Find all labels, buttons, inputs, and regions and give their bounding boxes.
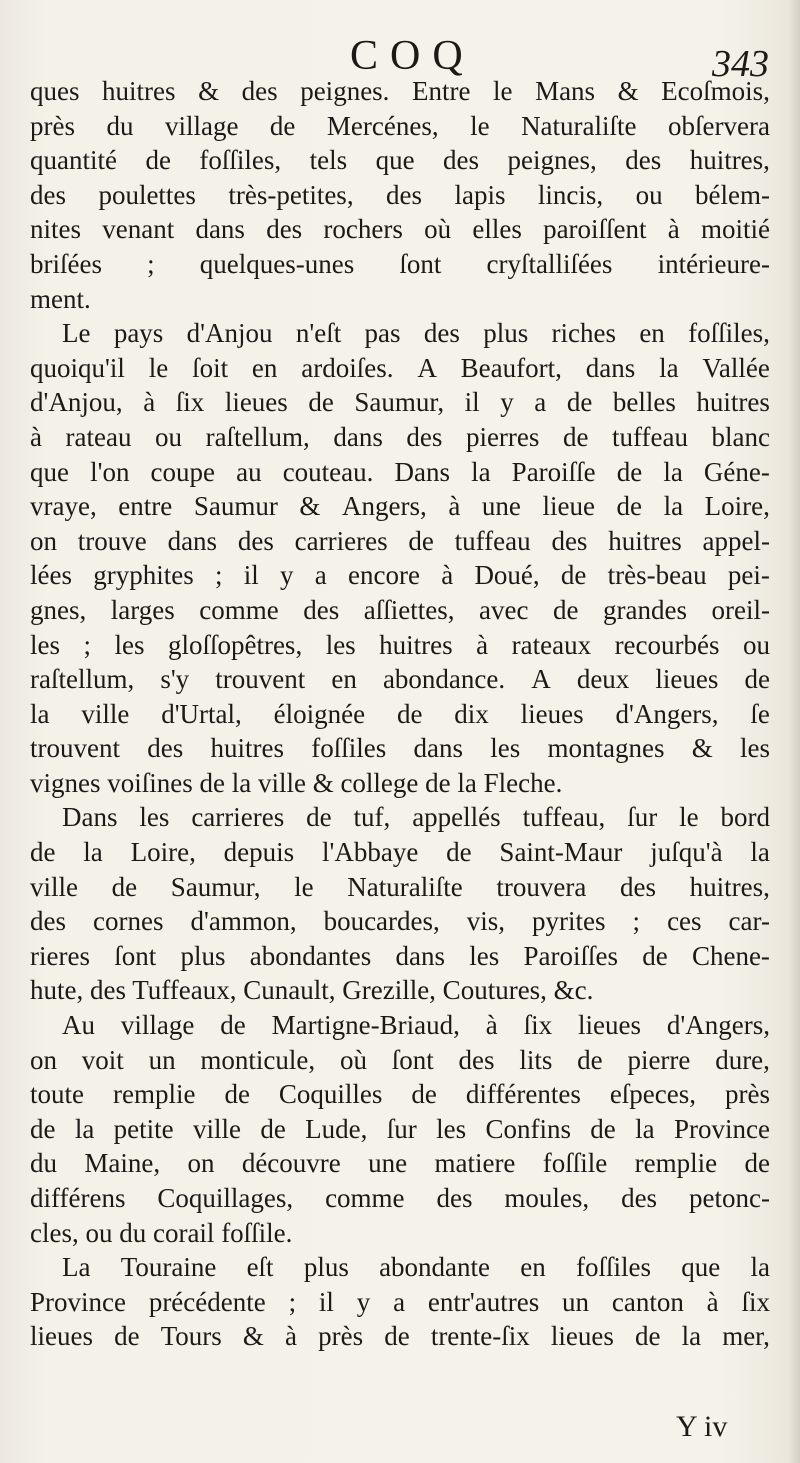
- text-line: à rateau ou raſtellum, dans des pierres de tuffeau blanc: [30, 421, 770, 452]
- text-line: on trouve dans des carrieres de tuffeau des huitres appel-: [30, 525, 770, 556]
- text-line: trouvent des huitres foſſiles dans les montagnes & les: [30, 733, 770, 764]
- text-line: nites venant dans des rochers où elles paroiſſent à moitié: [30, 214, 770, 245]
- text-line: des poulettes très-petites, des lapis lincis, ou bélem-: [30, 179, 770, 210]
- text-line: de la Loire, depuis l'Abbaye de Saint-Maur juſqu'à la: [30, 837, 770, 868]
- text-line: lieues de Tours & à près de trente-ſix lieues de la mer,: [30, 1321, 770, 1352]
- page-edge: [788, 0, 800, 1463]
- text-line: vignes voiſines de la ville & college de la Fleche.: [30, 767, 563, 798]
- text-line: ques huitres & des peignes. Entre le Mans & Ecoſmois,: [30, 76, 770, 106]
- text-line: on voit un monticule, où ſont des lits de pierre dure,: [30, 1044, 770, 1075]
- text-line: quantité de foſſiles, tels que des peignes, des huitres,: [30, 145, 770, 176]
- text-line: hute, des Tuffeaux, Cunault, Grezille, Coutures, &c.: [30, 975, 594, 1006]
- running-head: COQ: [350, 33, 475, 79]
- text-line: Province précédente ; il y a entr'autres un canton à ſix: [30, 1286, 770, 1317]
- text-line: les ; les gloſſopêtres, les huitres à rateaux recourbés ou: [30, 629, 770, 660]
- text-line: briſées ; quelques-unes ſont cryſtalliſées intérieure-: [30, 248, 770, 279]
- text-line: cles, ou du corail foſſile.: [30, 1217, 293, 1248]
- text-line: raſtellum, s'y trouvent en abondance. A deux lieues de: [30, 664, 770, 695]
- text-line: ville de Saumur, le Naturaliſte trouvera des huitres,: [30, 871, 770, 902]
- text-line: Le pays d'Anjou n'eſt pas des plus riches en foſſiles,: [62, 318, 770, 349]
- text-line: quoiqu'il le ſoit en ardoiſes. A Beaufort, dans la Vallée: [30, 352, 770, 383]
- text-line: que l'on coupe au couteau. Dans la Paroiſſe de la Géne-: [30, 456, 770, 487]
- text-line: lées gryphites ; il y a encore à Doué, de très-beau pei-: [30, 560, 770, 591]
- text-line: gnes, larges comme des aſſiettes, avec de grandes oreil-: [30, 594, 770, 625]
- body-text: [30, 74, 770, 1354]
- catchword: Y iv: [676, 1410, 728, 1443]
- text-line: Au village de Martigne-Briaud, à ſix lieues d'Angers,: [62, 1010, 770, 1041]
- text-line: ment.: [30, 283, 91, 314]
- text-line: vraye, entre Saumur & Angers, à une lieue de la Loire,: [30, 491, 770, 522]
- text-line: des cornes d'ammon, boucardes, vis, pyrites ; ces car-: [30, 906, 770, 937]
- text-line: la ville d'Urtal, éloignée de dix lieues d'Angers, ſe: [30, 698, 770, 729]
- text-line: différens Coquillages, comme des moules, des petonc-: [30, 1183, 770, 1213]
- page-number: 343: [712, 43, 769, 85]
- text-line: Dans les carrieres de tuf, appellés tuffeau, ſur le bord: [62, 802, 770, 833]
- text-line: de la petite ville de Lude, ſur les Confins de la Province: [30, 1113, 770, 1144]
- text-line: La Touraine eſt plus abondante en foſſiles que la: [62, 1252, 770, 1283]
- text-line: d'Anjou, à ſix lieues de Saumur, il y a de belles huitres: [30, 387, 770, 418]
- text-line: toute remplie de Coquilles de différentes eſpeces, près: [30, 1079, 770, 1110]
- text-line: rieres ſont plus abondantes dans les Paroiſſes de Chene-: [30, 940, 770, 971]
- text-line: du Maine, on découvre une matiere foſſile remplie de: [30, 1148, 770, 1179]
- text-line: près du village de Mercénes, le Naturaliſte obſervera: [30, 110, 770, 141]
